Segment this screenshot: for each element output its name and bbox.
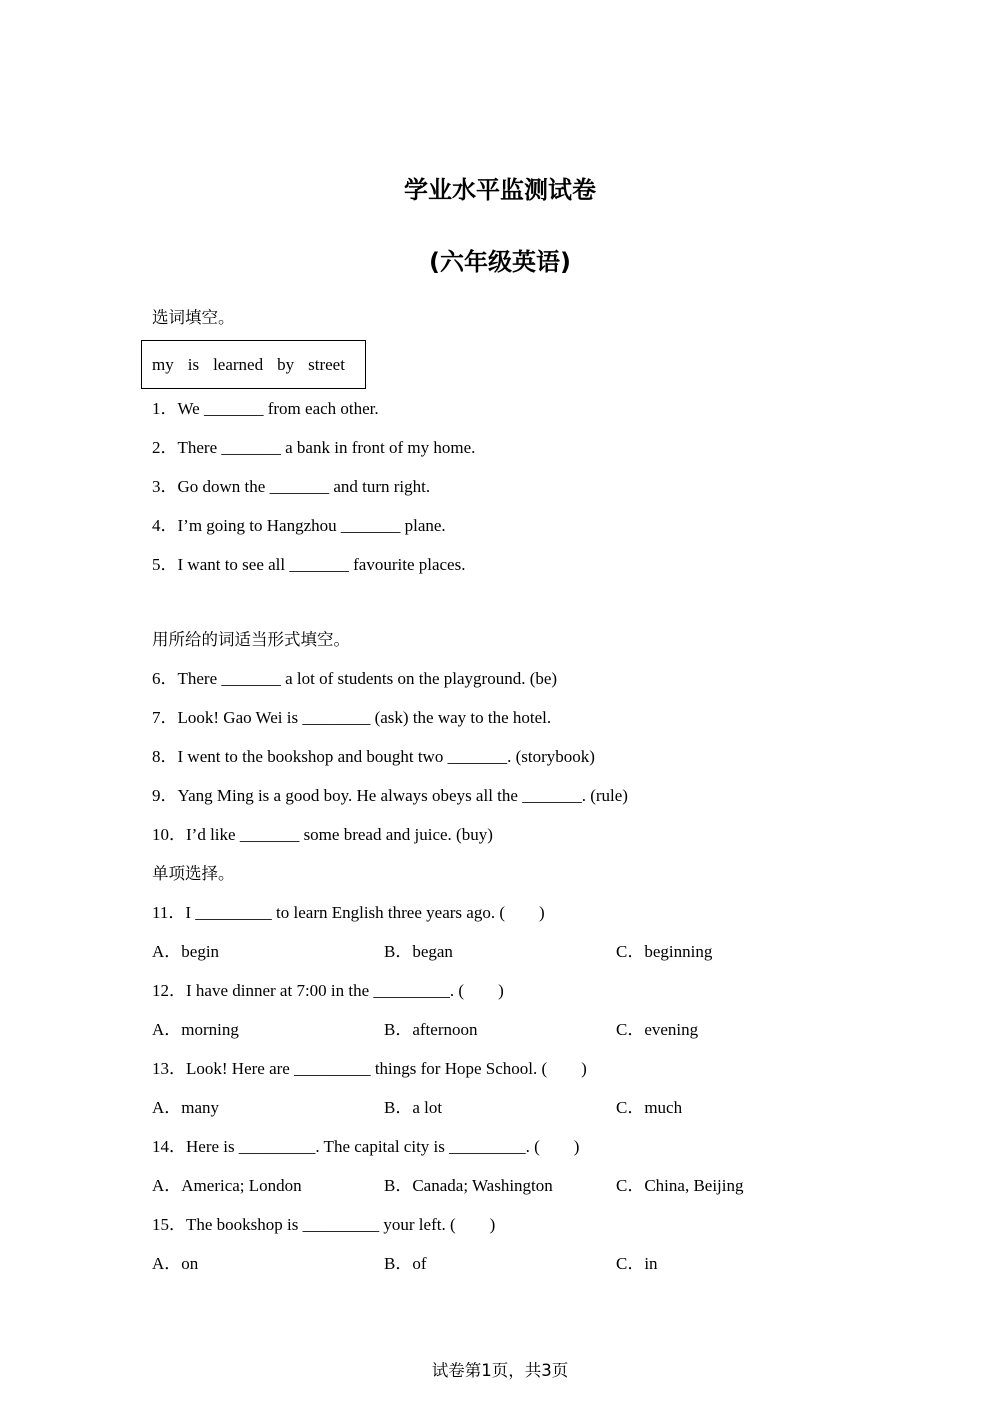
section-heading-multiple-choice: 单项选择。 <box>152 864 235 883</box>
option-a: A．on <box>152 1254 199 1273</box>
question-2: 2．There _______ a bank in front of my home. <box>152 438 476 457</box>
question-15: 15．The bookshop is _________ your left. ( ) <box>152 1215 496 1234</box>
option-c: C．much <box>616 1098 683 1117</box>
word-bank-box <box>141 340 366 389</box>
option-a: A．morning <box>152 1020 239 1039</box>
question-6: 6．There _______ a lot of students on the playground. (be) <box>152 669 558 688</box>
page-footer: 试卷第1页，共3页 <box>431 1361 569 1380</box>
word-bank-item: is <box>187 354 200 374</box>
question-14: 14．Here is _________. The capital city is _________. ( ) <box>152 1137 580 1156</box>
word-bank-item: by <box>277 354 295 374</box>
question-1: 1．We _______ from each other. <box>152 399 379 418</box>
word-bank-item: street <box>308 354 345 374</box>
option-b: B．a lot <box>384 1098 443 1117</box>
option-c: C．beginning <box>616 942 713 961</box>
word-bank-item: my <box>152 354 174 374</box>
word-bank-item: learned <box>213 354 264 374</box>
question-8: 8．I went to the bookshop and bought two _______. (storybook) <box>152 747 595 766</box>
option-b: B．of <box>384 1254 427 1273</box>
option-b: B．began <box>384 942 453 961</box>
question-5: 5．I want to see all _______ favourite places. <box>152 555 466 574</box>
page-subtitle: (六年级英语) <box>429 248 571 276</box>
option-b: B．afternoon <box>384 1020 478 1039</box>
section-heading-word-bank: 选词填空。 <box>152 308 235 327</box>
question-10: 10．I’d like _______ some bread and juice. (buy) <box>152 825 493 844</box>
question-11: 11．I _________ to learn English three years ago. ( ) <box>152 903 545 922</box>
option-a: A．many <box>152 1098 220 1117</box>
option-c: C．evening <box>616 1020 699 1039</box>
option-c: C．in <box>616 1254 658 1273</box>
option-c: C．China, Beijing <box>616 1176 744 1195</box>
question-7: 7．Look! Gao Wei is ________ (ask) the way to the hotel. <box>152 708 552 727</box>
option-a: A．begin <box>152 942 220 961</box>
question-13: 13．Look! Here are _________ things for Hope School. ( ) <box>152 1059 587 1078</box>
section-heading-word-forms: 用所给的词适当形式填空。 <box>152 630 350 649</box>
option-a: A．America; London <box>152 1176 302 1195</box>
option-b: B．Canada; Washington <box>384 1176 553 1195</box>
question-12: 12．I have dinner at 7:00 in the _________. ( ) <box>152 981 504 1000</box>
question-4: 4．I’m going to Hangzhou _______ plane. <box>152 516 446 535</box>
question-9: 9．Yang Ming is a good boy. He always obeys all the _______. (rule) <box>152 786 628 805</box>
page-title: 学业水平监测试卷 <box>404 176 596 204</box>
question-3: 3．Go down the _______ and turn right. <box>152 477 431 496</box>
